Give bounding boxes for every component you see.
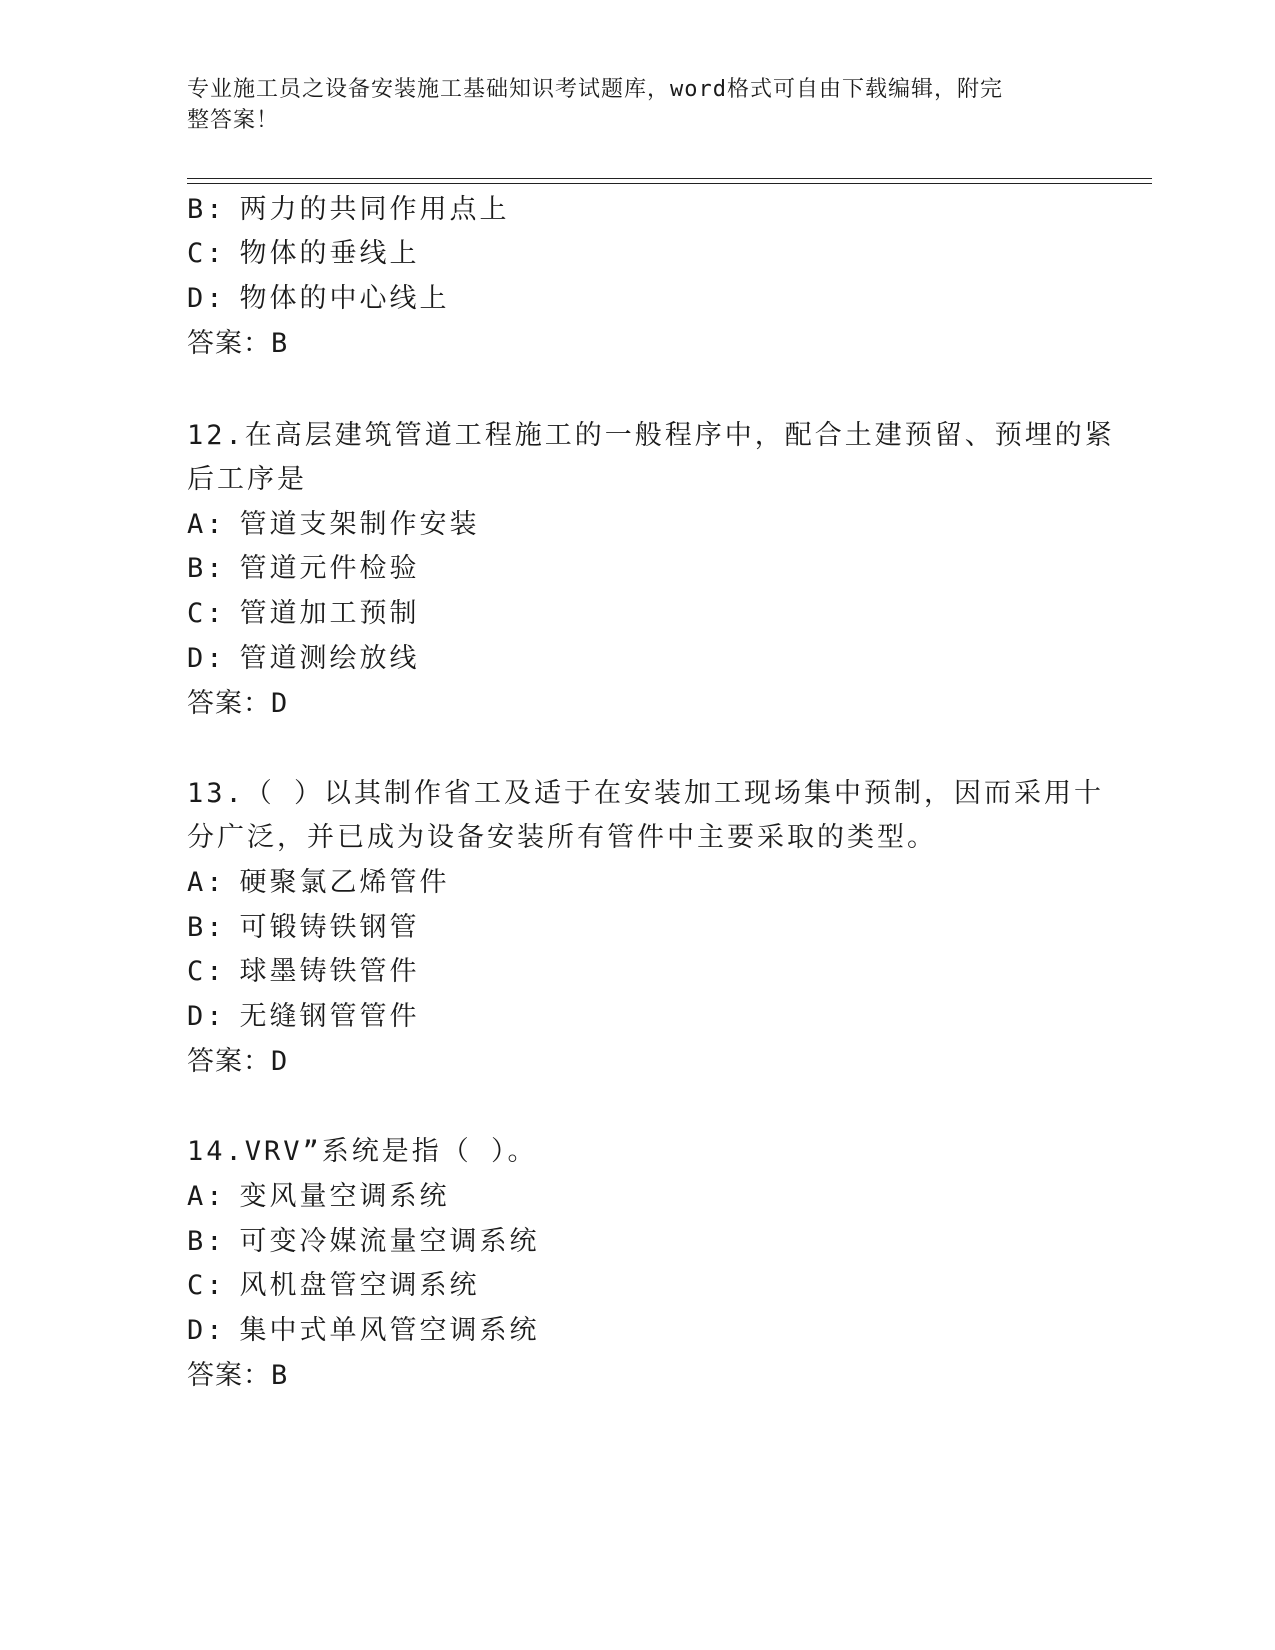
option-label: A: <box>187 509 226 540</box>
option-d <box>187 641 420 677</box>
option-text: 管道支架制作安装 <box>239 509 480 540</box>
option-a <box>187 1179 450 1215</box>
answer-value: D <box>271 688 289 719</box>
option-c <box>187 236 420 272</box>
option-text: 可锻铸铁钢管 <box>239 912 420 943</box>
question-stem-line-2: 分广泛，并已成为设备安装所有管件中主要采取的类型。 <box>187 822 937 853</box>
option-text: 管道加工预制 <box>239 598 420 629</box>
header-line-2: 整答案！ <box>187 108 280 133</box>
answer-line <box>187 326 288 362</box>
option-label: D: <box>187 1315 226 1346</box>
option-label: A: <box>187 1181 226 1212</box>
answer-label: 答案： <box>187 688 271 719</box>
option-text: 集中式单风管空调系统 <box>239 1315 540 1346</box>
option-b <box>187 551 420 587</box>
option-text: 物体的垂线上 <box>239 238 420 269</box>
option-label: A: <box>187 867 226 898</box>
option-text: 无缝钢管管件 <box>239 1001 420 1032</box>
answer-label: 答案： <box>187 1046 271 1077</box>
option-label: B: <box>187 1226 226 1257</box>
answer-value: B <box>271 1360 289 1391</box>
question-stem-line-1: 13.（ ）以其制作省工及适于在安装加工现场集中预制，因而采用十 <box>187 778 1105 809</box>
option-label: C: <box>187 1270 226 1301</box>
answer-value: B <box>271 328 289 359</box>
header-divider-bottom <box>187 183 1152 184</box>
answer-line <box>187 1044 288 1080</box>
option-text: 可变冷媒流量空调系统 <box>239 1226 540 1257</box>
option-b <box>187 192 510 228</box>
option-text: 硬聚氯乙烯管件 <box>239 867 450 898</box>
option-label: B: <box>187 194 226 225</box>
header-divider-top <box>187 178 1152 179</box>
option-text: 两力的共同作用点上 <box>239 194 510 225</box>
option-label: B: <box>187 553 226 584</box>
option-d <box>187 281 450 317</box>
option-c <box>187 596 420 632</box>
option-a <box>187 507 480 543</box>
option-text: 风机盘管空调系统 <box>239 1270 480 1301</box>
option-label: C: <box>187 956 226 987</box>
answer-label: 答案： <box>187 1360 271 1391</box>
option-label: D: <box>187 643 226 674</box>
document-header <box>187 74 1067 136</box>
header-line-1: 专业施工员之设备安装施工基础知识考试题库，word格式可自由下载编辑，附完 <box>187 77 1003 102</box>
option-label: C: <box>187 238 226 269</box>
option-text: 管道元件检验 <box>239 553 420 584</box>
option-label: B: <box>187 912 226 943</box>
answer-label: 答案： <box>187 328 271 359</box>
option-b <box>187 1224 540 1260</box>
option-label: C: <box>187 598 226 629</box>
answer-value: D <box>271 1046 289 1077</box>
answer-line <box>187 686 288 722</box>
option-text: 球墨铸铁管件 <box>239 956 420 987</box>
option-a <box>187 865 450 901</box>
option-c <box>187 1268 480 1304</box>
option-label: D: <box>187 283 226 314</box>
option-text: 管道测绘放线 <box>239 643 420 674</box>
option-b <box>187 910 420 946</box>
option-text: 变风量空调系统 <box>239 1181 450 1212</box>
option-text: 物体的中心线上 <box>239 283 450 314</box>
question-stem-line-1: 12.在高层建筑管道工程施工的一般程序中，配合土建预留、预埋的紧 <box>187 420 1115 451</box>
option-label: D: <box>187 1001 226 1032</box>
option-d <box>187 999 420 1035</box>
option-c <box>187 954 420 990</box>
question-stem-line-1: 14.VRV”系统是指（ ）。 <box>187 1136 538 1167</box>
answer-line <box>187 1358 288 1394</box>
question-stem-line-2: 后工序是 <box>187 464 307 495</box>
option-d <box>187 1313 540 1349</box>
